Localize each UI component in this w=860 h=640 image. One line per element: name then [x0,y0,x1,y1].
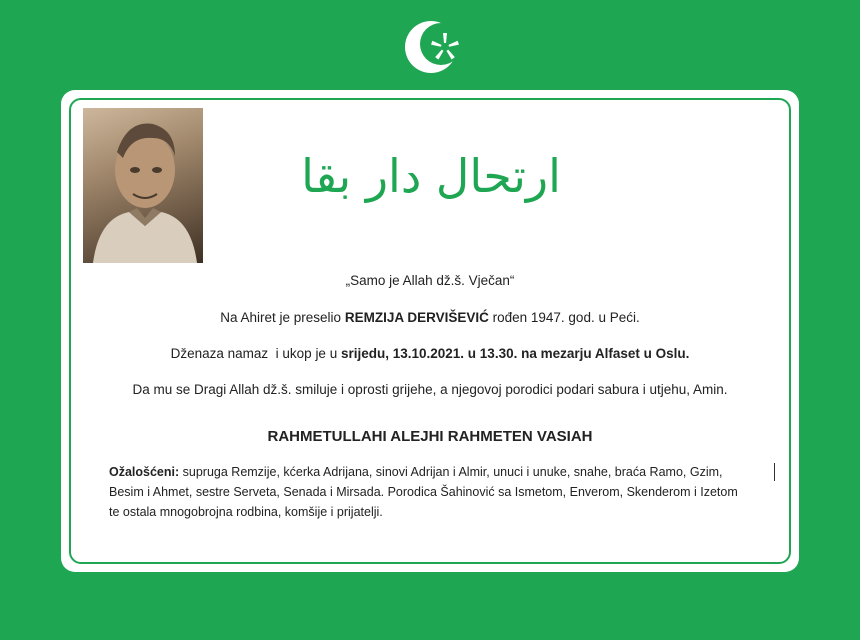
quote-line [61,273,799,288]
mourners-line-2: Besim i Ahmet, sestre Serveta, Senada i Mirsada. Porodica Šahinović sa Ismetom, Enverom, Skenderom i Izetom [109,485,738,499]
mourners-label: Ožalošćeni: [109,465,180,479]
mourners-line-3: te ostala mnogobrojna rodbina, komšije i prijatelji. [109,505,383,519]
arabic-calligraphy [301,130,561,220]
dzenaza-prefix: Dženaza namaz i ukop je u [170,346,341,361]
text-cursor [774,463,775,481]
ahiret-prefix: Na Ahiret je preselio [220,310,345,325]
crescent-star-icon [398,12,468,82]
portrait-photo [83,108,203,263]
quote-text: „Samo je Allah dž.š. Vječan“ [345,273,515,288]
deceased-name: REMZIJA DERVIŠEVIĆ [344,310,489,325]
obituary-card [61,90,799,572]
rahmet-text: RAHMETULLAHI ALEJHI RAHMETEN VASIAH [267,428,593,445]
ahiret-line [61,310,799,325]
dzenaza-line [61,346,799,361]
portrait-silhouette [83,108,203,263]
ahiret-suffix: rođen 1947. god. u Peći. [488,310,640,325]
rahmet-heading [61,428,799,445]
mourners-text-1: supruga Remzije, kćerka Adrijana, sinovi Adrijan i Almir, unuci i unuke, snahe, braća Ramo, Gzim, [179,465,723,479]
dzenaza-details: srijedu, 13.10.2021. u 13.30. na mezarju Alfaset u Oslu. [340,346,690,361]
dua-line [61,382,799,397]
mourners-paragraph [109,462,799,522]
dua-text: Da mu se Dragi Allah dž.š. smiluje i oprosti grijehe, a njegovoj porodici podari sabura i utjehu, Amin. [132,382,728,397]
svg-text:ارتحال دار بقا: ارتحال دار بقا [301,149,561,203]
mourners-line-1 [109,462,799,482]
